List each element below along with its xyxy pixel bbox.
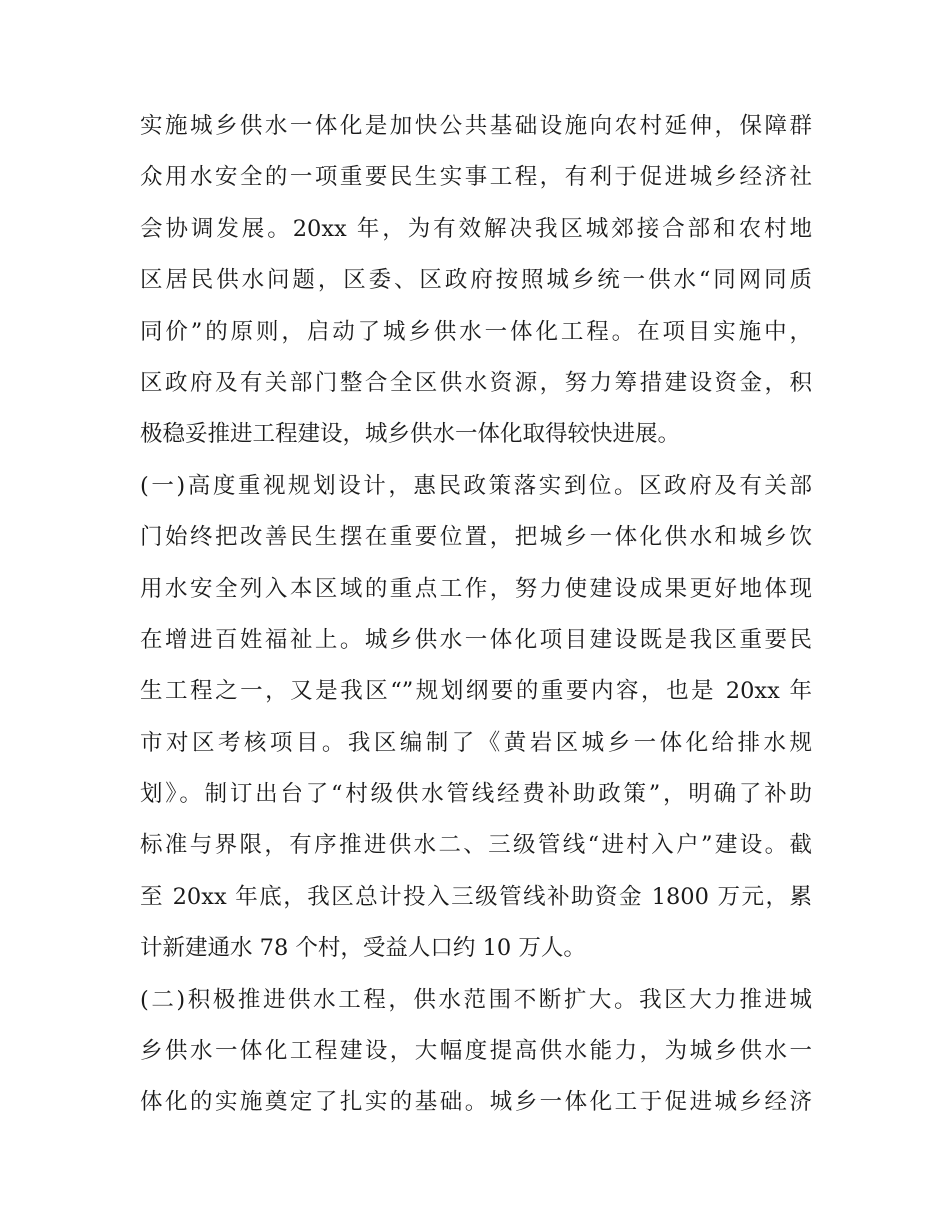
- text-line-14: 划》。制订出台了“村级供水管线经费补助政策”，明确了补助: [140, 781, 812, 808]
- text-line-15: 标准与界限，有序推进供水二、三级管线“进村入户”建设。截: [140, 832, 812, 859]
- text-line-7: 极稳妥推进工程建设，城乡供水一体化取得较快进展。: [140, 421, 681, 448]
- text-line-11: 在增进百姓福祉上。城乡供水一体化项目建设既是我区重要民: [140, 626, 812, 653]
- text-line-6: 区政府及有关部门整合全区供水资源，努力筹措建设资金，积: [140, 369, 812, 396]
- text-line-1: 实施城乡供水一体化是加快公共基础设施向农村延伸，保障群: [140, 113, 812, 139]
- text-line-8: (一)高度重视规划设计，惠民政策落实到位。区政府及有关部: [140, 472, 812, 499]
- text-line-20: 体化的实施奠定了扎实的基础。城乡一体化工于促进城乡经济: [140, 1089, 812, 1116]
- text-line-19: 乡供水一体化工程建设，大幅度提高供水能力，为城乡供水一: [140, 1038, 812, 1065]
- text-line-16: 至 20xx 年底，我区总计投入三级管线补助资金 1800 万元，累: [140, 883, 812, 910]
- body-text: [140, 101, 812, 1129]
- text-line-18: (二)积极推进供水工程，供水范围不断扩大。我区大力推进城: [140, 986, 812, 1013]
- text-line-2: 众用水安全的一项重要民生实事工程，有利于促进城乡经济社: [140, 164, 812, 191]
- text-line-4: 区居民供水问题，区委、区政府按照城乡统一供水“同网同质: [140, 267, 812, 294]
- text-line-13: 市对区考核项目。我区编制了《黄岩区城乡一体化给排水规: [140, 729, 812, 756]
- text-line-12: 生工程之一，又是我区“”规划纲要的重要内容，也是 20xx 年: [140, 678, 812, 705]
- text-line-3: 会协调发展。20xx 年，为有效解决我区城郊接合部和农村地: [140, 215, 812, 242]
- text-line-5: 同价”的原则，启动了城乡供水一体化工程。在项目实施中，: [140, 318, 812, 345]
- text-line-17: 计新建通水 78 个村，受益人口约 10 万人。: [140, 935, 586, 962]
- text-line-9: 门始终把改善民生摆在重要位置，把城乡一体化供水和城乡饮: [140, 524, 812, 551]
- text-line-10: 用水安全列入本区域的重点工作，努力使建设成果更好地体现: [140, 575, 812, 602]
